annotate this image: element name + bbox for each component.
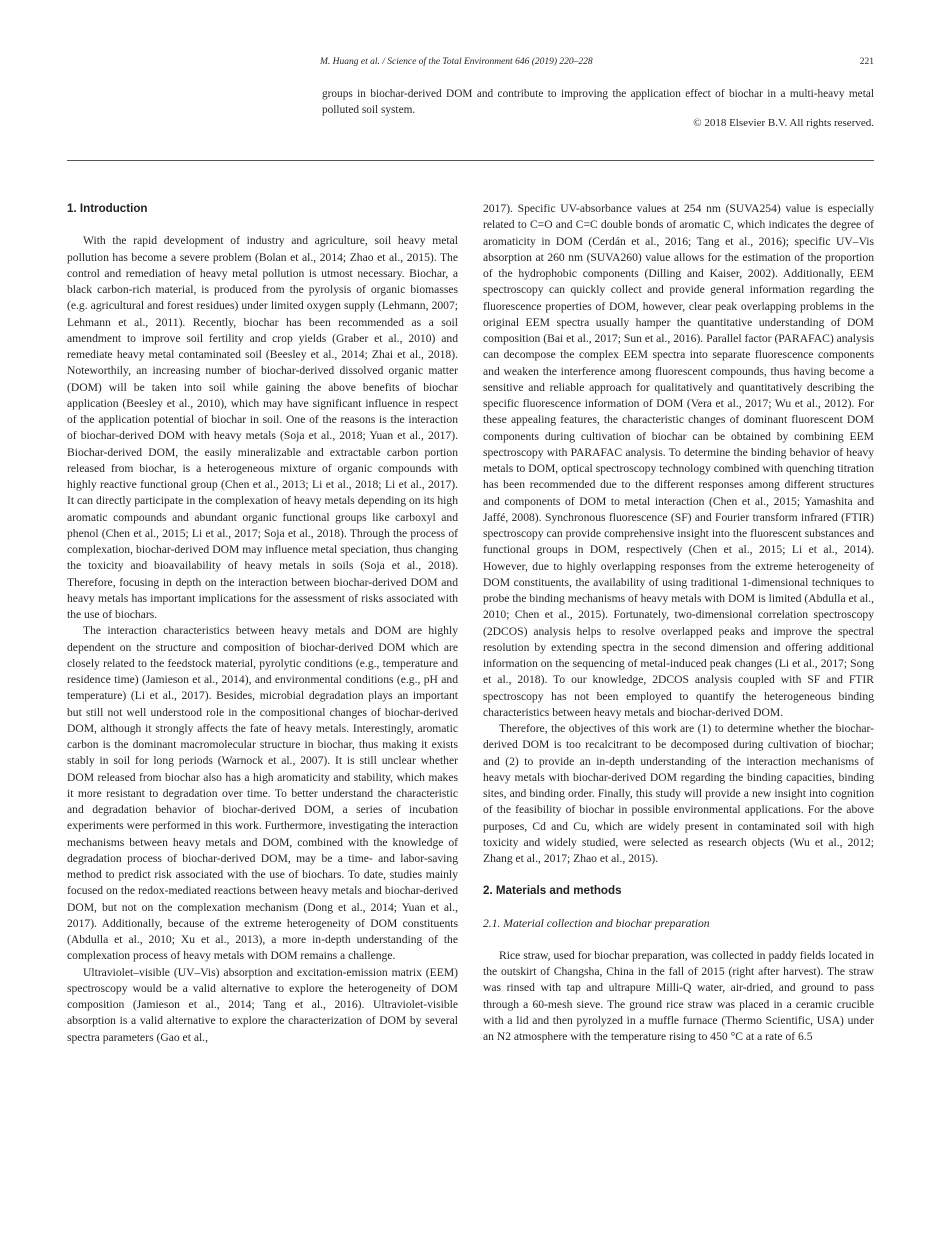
paragraph: Ultraviolet–visible (UV–Vis) absorption and excitation-emission matrix (EEM) spectroscopy would be a valid alternative to explore the heterogeneity of DOM composition (Jamieson et al., 2014; Tang et al., 2016). Ultraviolet-visible absorption is a valid alternative to explore the characterization of DOM by several spectra parameters (Gao et al., [67, 965, 458, 1044]
paragraph: The interaction characteristics between heavy metals and DOM are highly dependent on the structure and composition of biochar-derived DOM which are closely related to the feedstock material, pyrolytic conditions (e.g., temperature and residence time) (Jamieson et al., 2014), and environmental conditions (e.g., pH and temperature) (Li et al., 2017). Besides, microbial degradation plays an important but still not well understood role in the compositional changes of biochar-derived DOM, although it strongly affects the fate of heavy metals. Interestingly, aromatic carbon is the dominant macromolecular structure in biochar, thus making it exists stably in soil for long periods (Warnock et al., 2007). It is still unclear whether DOM released from biochar also has a high aromaticity and stability, which makes it more resistant to degradation over time. To better understand the characteristic and degradation behavior of biochar-derived DOM, a series of incubation experiments were performed in this work. Furthermore, investigating the interaction mechanisms between heavy metals and DOM, combined with the knowledge of degradation process of biochar-derived DOM, may be a time- and labor-saving method to predict risk associated with the use of biochars. To date, studies mainly focused on the redox-mediated reactions between heavy metals and biochar-derived DOM, but not on the complexation mechanism (Dong et al., 2014; Yuan et al., 2017). Additionally, because of the extreme heterogeneity of DOM constituents (Abdulla et al., 2010; Xu et al., 2013), a more in-depth understanding of the complexation process of heavy metals with DOM remains a challenge. [67, 624, 458, 963]
paragraph: With the rapid development of industry and agriculture, soil heavy metal pollution has become a severe problem (Bolan et al., 2014; Zhao et al., 2015). The control and remediation of heavy metal pollution is utmost necessary. Biochar, a black carbon-rich material, is produced from the pyrolysis of organic biomasses (e.g. agricultural and forest residues) under limited oxygen supply (Lehmann, 2007; Lehmann et al., 2011). Recently, biochar has been recommended as a soil amendment to improve soil fertility and crop yields (Graber et al., 2010) and remediate heavy metal contaminated soil (Beesley et al., 2014; Zhai et al., 2018). Noteworthily, an increasing number of biochar-derived dissolved organic matter (DOM) will be taken into soil while gaining the above benefits of biochar application (Beesley et al., 2010), which may have significant influence in respect of the application potential of biochar in soil. One of the reasons is the interaction of biochar-derived DOM with heavy metals (Soja et al., 2018; Yuan et al., 2017). Biochar-derived DOM, the easily mineralizable and extractable carbon portion released from biochar, is a heterogeneous mixture of organic compounds with highly reactive functional group (Chen et al., 2013; Li et al., 2018; Li et al., 2017). It can directly participate in the complexation of heavy metals depending on its high aromatic compounds and abundant organic functional groups like carboxyl and phenol (Chen et al., 2015; Li et al., 2017; Soja et al., 2018). Through the process of complexation, biochar-derived DOM may influence metal speciation, thus changing the toxicity and bioavailability of heavy metals in soils (Soja et al., 2018). Therefore, focusing in depth on the interaction between biochar-derived DOM and heavy metals has important implications for the assessment of risks associated with the use of biochars. [67, 234, 458, 621]
section-heading-materials-methods: 2. Materials and methods [483, 884, 622, 898]
journal-citation: M. Huang et al. / Science of the Total Environment 646 (2019) 220–228 [320, 57, 593, 67]
paragraph: Rice straw, used for biochar preparation, was collected in paddy fields located in the outskirt of Changsha, China in the fall of 2015 (right after harvest). The straw was rinsed with tap and ultrapure Milli-Q water, air-dried, and ground to pass through a 60-mesh sieve. The ground rice straw was placed in a ceramic crucible with a lid and then pyrolyzed in a muffle furnace (Thermo Scientific, USA) under an N2 atmosphere with the temperature rising to 450 °C at a rate of 6.5 [483, 948, 874, 1043]
paragraph: Therefore, the objectives of this work are (1) to determine whether the biochar-derived DOM is too recalcitrant to be decomposed during cultivation of biochar; and (2) to provide an in-depth understanding of the interaction mechanisms of heavy metals with biochar-derived DOM regarding the binding capacities, binding sites, and binding order. Finally, this study will provide a new insight into cognition of the feasibility of biochar in possible environmental applications. For the above purposes, Cd and Cu, which are widely present in contaminated soil with high toxicity and widely studied, were selected as research objects (Wu et al., 2012; Zhang et al., 2017; Zhao et al., 2015). [483, 722, 874, 865]
section-heading-introduction: 1. Introduction [67, 202, 148, 215]
left-column [67, 201, 458, 1046]
section-divider [67, 160, 874, 161]
abstract-continuation: groups in biochar-derived DOM and contribute to improving the application effect of biochar in a multi-heavy metal polluted soil system. [322, 88, 874, 116]
copyright-notice: © 2018 Elsevier B.V. All rights reserved. [693, 117, 874, 129]
running-head [0, 57, 925, 71]
page-number: 221 [859, 57, 874, 67]
subsection-heading: 2.1. Material collection and biochar preparation [483, 916, 710, 930]
paragraph: 2017). Specific UV-absorbance values at 254 nm (SUVA254) value is especially related to C=O and C=C double bonds of aromatic C, which indicates the degree of aromaticity in DOM (Cerdán et al., 2016; Tang et al., 2016); specific UV–Vis absorption at 260 nm (SUVA260) value allows for the estimation of the proportion of the hydrophobic components (Dilling and Kaiser, 2002). Additionally, EEM spectroscopy can quickly collect and provide general information regarding the fluorescence properties of DOM, however, clear peak overlapping problems in the original EEM spectra usually hamper the quantitative understanding of DOM composition (Bai et al., 2017; Sun et al., 2016). Parallel factor (PARAFAC) analysis can decompose the complex EEM spectra into separate fluorescence components and weaken the interference among fluorescent compounds, thus having become a sensitive and reliable approach for qualitatively and quantitatively describing the specific fluorescence information of DOM (Vera et al., 2017; Wu et al., 2012). For these appealing features, the characteristic changes of dominant fluorescent DOM components during cultivation of biochar can be obtained by combining EEM spectroscopy with PARAFAC analysis. To determine the binding behavior of heavy metals to DOM, optical spectroscopy technology combined with quenching titration has been recommended due to the different responses among different structures and components of DOM to metal interaction (Chen et al., 2015; Yamashita and Jaffé, 2008). Synchronous fluorescence (SF) and Fourier transform infrared (FTIR) spectroscopy can provide comprehensive insight into the fluorescent substances and functional groups in DOM, respectively (Chen et al., 2015; Li et al., 2014). However, due to highly overlapping responses from the extreme heterogeneity of DOM constituents, the availability of using traditional 1-dimensional techniques to probe the binding mechanisms of heavy metals with DOM is limited (Abdulla et al., 2010; Chen et al., 2015). Fortunately, two-dimensional correlation spectroscopy (2DCOS) analysis helps to resolve overlapped peaks and improve the spectral resolution by extending spectra in the second dimension and offering additional information on the sequencing of metal-induced peak changes (Li et al., 2017; Song et al., 2018). To our knowledge, 2DCOS analysis coupled with SF and FTIR spectroscopy has not been employed to quantify the heterogeneous binding characteristics between heavy metals and biochar-derived DOM. [483, 202, 874, 719]
right-column [483, 201, 874, 1045]
